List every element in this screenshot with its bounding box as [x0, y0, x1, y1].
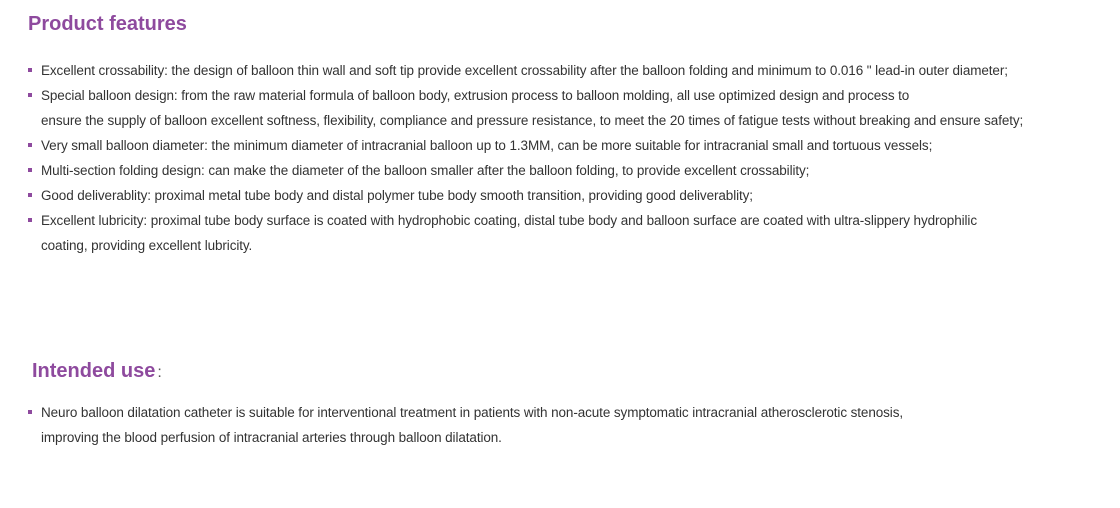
- feature-text-line: Excellent crossability: the design of balloon thin wall and soft tip provide excellent crossability after the balloon folding and minimum to 0.016 " lead-in outer diameter;: [41, 63, 1008, 78]
- feature-item-deliverability: [0, 183, 1120, 208]
- product-features-list: [0, 58, 1120, 258]
- intended-use-list: [0, 400, 1120, 450]
- feature-text-line: Very small balloon diameter: the minimum diameter of intracranial balloon up to 1.3MM, can be more suitable for intracranial small and tortuous vessels;: [41, 138, 933, 153]
- bullet-icon: [28, 168, 32, 172]
- feature-text-line: ensure the supply of balloon excellent softness, flexibility, compliance and pressure resistance, to meet the 20 times of fatigue tests without breaking and ensure safety;: [41, 113, 1024, 128]
- feature-text-line: Special balloon design: from the raw material formula of balloon body, extrusion process to balloon molding, all use optimized design and process to: [41, 88, 910, 103]
- feature-item-small-diameter: [0, 133, 1120, 158]
- feature-text-line: Multi-section folding design: can make the diameter of the balloon smaller after the balloon folding, to provide excellent crossability;: [41, 163, 810, 178]
- product-features-heading: [28, 12, 187, 36]
- intended-use-text-line: improving the blood perfusion of intracranial arteries through balloon dilatation.: [41, 430, 502, 445]
- feature-item-folding-design: [0, 158, 1120, 183]
- bullet-icon: [28, 410, 32, 414]
- feature-item-crossability: [0, 58, 1120, 83]
- intended-use-colon: :: [157, 364, 162, 381]
- intended-use-text-line: Neuro balloon dilatation catheter is suitable for interventional treatment in patients with non-acute symptomatic intracranial atherosclerotic stenosis,: [41, 405, 904, 420]
- intended-use-item: [0, 400, 1120, 450]
- feature-text-line: Excellent lubricity: proximal tube body surface is coated with hydrophobic coating, distal tube body and balloon surface are coated with ultra-slippery hydrophilic: [41, 213, 977, 228]
- bullet-icon: [28, 93, 32, 97]
- bullet-icon: [28, 218, 32, 222]
- bullet-icon: [28, 143, 32, 147]
- intended-use-title-text: Intended use: [32, 360, 156, 382]
- product-features-title-text: Product features: [28, 13, 187, 35]
- bullet-icon: [28, 68, 32, 72]
- feature-item-lubricity: [0, 208, 1120, 258]
- intended-use-heading: [32, 359, 162, 385]
- feature-text-line: Good deliverablity: proximal metal tube body and distal polymer tube body smooth transition, providing good deliverablity;: [41, 188, 753, 203]
- bullet-icon: [28, 193, 32, 197]
- feature-item-balloon-design: [0, 83, 1120, 133]
- feature-text-line: coating, providing excellent lubricity.: [41, 238, 253, 253]
